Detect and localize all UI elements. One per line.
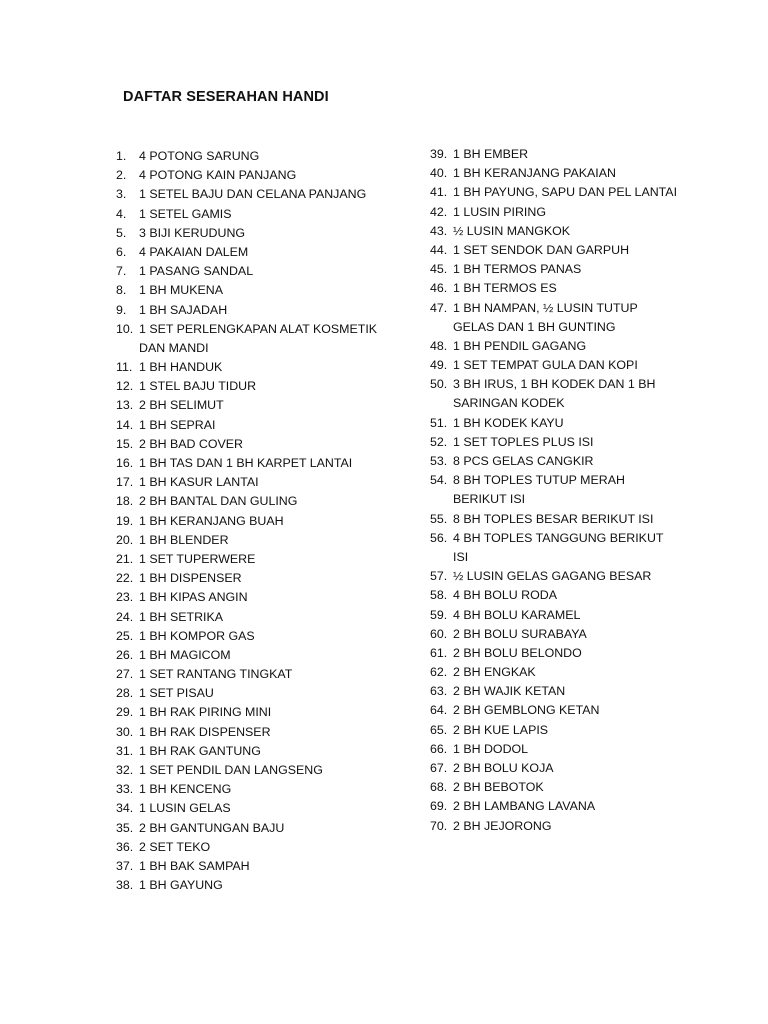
item-number: 13. [116, 398, 134, 413]
item-text: 2 BH BOLU KOJA [453, 761, 554, 775]
item-text: 2 BH LAMBANG LAVANA [453, 799, 596, 814]
item-number: 37. [116, 858, 134, 873]
item-number: 11. [116, 360, 133, 375]
item-list-left-column [116, 147, 406, 895]
item-number: 60. [430, 626, 448, 641]
item-number: 55. [430, 511, 448, 526]
item-number: 36. [116, 839, 134, 854]
item-text: 1 BH SEPRAI [139, 417, 216, 432]
item-text: 2 BH JEJORONG [453, 818, 552, 833]
item-number: 2. [116, 168, 127, 183]
item-number: 6. [116, 244, 127, 259]
item-number: 47. [430, 300, 448, 315]
list-item [116, 857, 406, 876]
item-text: 1 SET PERLENGKAPAN ALAT KOSMETIK DAN MANDI [139, 321, 378, 355]
list-item [430, 145, 680, 164]
item-text: 1 BH KOMPOR GAS [139, 628, 255, 643]
item-number: 66. [430, 741, 448, 756]
item-number: 56. [430, 530, 448, 545]
list-item [430, 797, 680, 816]
list-item [116, 166, 406, 185]
list-item [116, 243, 406, 262]
item-number: 32. [116, 763, 134, 777]
item-number: 43. [430, 223, 448, 238]
list-item [116, 684, 406, 703]
list-item [430, 606, 680, 625]
item-number: 16. [116, 456, 134, 470]
list-item [430, 299, 680, 337]
item-number: 69. [430, 799, 448, 814]
item-text: 4 BH BOLU KARAMEL [453, 607, 581, 622]
item-text: 4 PAKAIAN DALEM [139, 244, 249, 259]
item-number: 40. [430, 166, 448, 181]
item-text: 3 BIJI KERUDUNG [139, 225, 246, 240]
list-item [116, 761, 406, 780]
item-number: 29. [116, 705, 134, 720]
item-text: 1 BH KODEK KAYU [453, 415, 564, 430]
item-text: 1 BH KERANJANG BUAH [139, 513, 284, 528]
item-text: 4 BH BOLU RODA [453, 588, 557, 603]
list-item [116, 838, 406, 857]
list-item [116, 377, 406, 396]
list-item [116, 569, 406, 588]
item-number: 5. [116, 225, 127, 240]
item-text: 1 BH KERANJANG PAKAIAN [453, 166, 616, 181]
item-text: 2 BH ENGKAK [453, 665, 536, 680]
item-number: 15. [116, 436, 134, 451]
item-text: 2 BH KUE LAPIS [453, 722, 549, 737]
list-item [430, 164, 680, 183]
list-item [116, 876, 406, 895]
item-text: 1 SETEL GAMIS [139, 206, 232, 221]
list-item [116, 320, 406, 358]
item-number: 52. [430, 434, 448, 449]
item-text: 1 BH TERMOS ES [453, 281, 557, 296]
item-text: 1 BH BLENDER [139, 532, 229, 547]
item-text: 1 BH MUKENA [139, 283, 223, 298]
item-number: 10. [116, 321, 134, 336]
list-item [430, 759, 680, 778]
item-text: 1 SET RANTANG TINGKAT [139, 667, 293, 682]
item-number: 39. [430, 147, 448, 161]
item-text: 1 BH HANDUK [139, 360, 223, 375]
item-text: 1 PASANG SANDAL [139, 264, 254, 279]
item-text: 1 BH TERMOS PANAS [453, 262, 582, 277]
item-number: 49. [430, 358, 448, 373]
item-number: 59. [430, 607, 448, 622]
item-text: 1 BH RAK PIRING MINI [139, 705, 272, 720]
item-text: 4 POTONG KAIN PANJANG [139, 168, 297, 183]
item-number: 68. [430, 780, 448, 795]
list-item [430, 529, 680, 567]
item-text: 1 LUSIN GELAS [139, 801, 231, 816]
list-item [116, 262, 406, 281]
list-item [430, 375, 680, 413]
item-text: 2 BH GANTUNGAN BAJU [139, 820, 285, 835]
item-number: 31. [116, 743, 134, 758]
item-text: 8 BH TOPLES TUTUP MERAH BERIKUT ISI [453, 473, 625, 507]
list-item [116, 435, 406, 454]
item-number: 61. [430, 645, 448, 660]
item-number: 33. [116, 782, 134, 797]
item-text: 2 BH BEBOTOK [453, 780, 544, 795]
list-item [430, 644, 680, 663]
list-item [116, 799, 406, 818]
list-item [116, 301, 406, 320]
list-item [116, 608, 406, 627]
list-item [116, 723, 406, 742]
item-text: 2 BH SELIMUT [139, 398, 224, 413]
item-text: 8 BH TOPLES BESAR BERIKUT ISI [453, 511, 654, 526]
list-item [116, 627, 406, 646]
list-item [116, 281, 406, 300]
item-text: 4 POTONG SARUNG [139, 149, 260, 163]
item-number: 58. [430, 588, 448, 603]
item-number: 42. [430, 204, 448, 219]
list-item [430, 682, 680, 701]
item-text: 1 SET TEMPAT GULA DAN KOPI [453, 358, 638, 373]
item-number: 64. [430, 703, 448, 718]
list-item [430, 241, 680, 260]
item-number: 25. [116, 628, 134, 643]
list-item [116, 473, 406, 492]
item-text: 2 BH WAJIK KETAN [453, 684, 566, 699]
item-number: 19. [116, 513, 134, 528]
list-item [116, 646, 406, 665]
list-item [430, 663, 680, 682]
item-text: 1 BH DODOL [453, 741, 529, 756]
item-number: 22. [116, 571, 134, 586]
list-item [430, 222, 680, 241]
list-item [430, 356, 680, 375]
list-item [430, 279, 680, 298]
item-number: 53. [430, 454, 448, 468]
list-item [430, 433, 680, 452]
item-text: 1 BH PENDIL GAGANG [453, 338, 587, 353]
item-number: 12. [116, 379, 134, 394]
item-number: 46. [430, 281, 448, 296]
item-text: 1 BH GAYUNG [139, 878, 223, 893]
list-item [430, 701, 680, 720]
list-item [430, 471, 680, 509]
item-text: 1 BH NAMPAN, ½ LUSIN TUTUP GELAS DAN 1 BH GUNTING [453, 300, 638, 334]
item-text: 1 BH TAS DAN 1 BH KARPET LANTAI [139, 456, 353, 470]
list-item [116, 454, 406, 473]
item-number: 63. [430, 684, 448, 699]
list-item [116, 185, 406, 204]
item-number: 70. [430, 818, 448, 833]
list-item [116, 147, 406, 166]
item-number: 48. [430, 338, 448, 353]
list-item [430, 567, 680, 586]
list-item [430, 414, 680, 433]
list-item [430, 260, 680, 279]
item-text: 1 BH MAGICOM [139, 647, 231, 662]
item-text: 2 SET TEKO [139, 839, 211, 854]
item-text: 2 BH BOLU SURABAYA [453, 626, 587, 641]
list-item [430, 778, 680, 797]
item-text: ½ LUSIN GELAS GAGANG BESAR [453, 569, 652, 584]
item-text: 1 STEL BAJU TIDUR [139, 379, 257, 394]
list-item [430, 625, 680, 644]
item-number: 44. [430, 242, 448, 257]
list-item [430, 203, 680, 222]
list-item [430, 183, 680, 202]
list-item [116, 550, 406, 569]
list-item [116, 703, 406, 722]
list-item [116, 492, 406, 511]
item-text: 1 BH DISPENSER [139, 571, 242, 586]
item-number: 23. [116, 590, 134, 605]
item-number: 35. [116, 820, 134, 835]
item-text: 1 BH BAK SAMPAH [139, 858, 250, 873]
list-item [430, 586, 680, 605]
list-item [116, 588, 406, 607]
item-text: 4 BH TOPLES TANGGUNG BERIKUT ISI [453, 530, 664, 564]
item-number: 51. [430, 415, 448, 430]
item-number: 14. [116, 417, 134, 432]
item-text: 1 BH RAK GANTUNG [139, 743, 261, 758]
item-number: 41. [430, 185, 448, 200]
list-item [430, 452, 680, 471]
list-item [116, 665, 406, 684]
item-text: 2 BH BOLU BELONDO [453, 645, 582, 660]
list-item [116, 224, 406, 243]
item-text: 1 SETEL BAJU DAN CELANA PANJANG [139, 187, 367, 202]
item-text: 1 SET PENDIL DAN LANGSENG [139, 763, 323, 777]
list-item [116, 396, 406, 415]
item-text: 8 PCS GELAS CANGKIR [453, 454, 594, 468]
item-number: 65. [430, 722, 448, 737]
list-item [116, 416, 406, 435]
list-item [430, 337, 680, 356]
item-number: 45. [430, 262, 448, 277]
item-number: 20. [116, 532, 134, 547]
item-number: 57. [430, 569, 448, 584]
item-number: 38. [116, 878, 134, 893]
document-title: DAFTAR SESERAHAN HANDI [123, 89, 329, 105]
item-text: ½ LUSIN MANGKOK [453, 223, 571, 238]
item-text: 2 BH BANTAL DAN GULING [139, 494, 298, 509]
item-text: 1 BH KIPAS ANGIN [139, 590, 248, 605]
list-item [116, 205, 406, 224]
list-item [430, 740, 680, 759]
item-number: 24. [116, 609, 134, 624]
item-text: 1 SET TUPERWERE [139, 551, 256, 566]
item-number: 28. [116, 686, 134, 701]
item-number: 7. [116, 264, 127, 279]
item-text: 1 LUSIN PIRING [453, 204, 546, 219]
item-text: 1 SET TOPLES PLUS ISI [453, 434, 594, 449]
item-number: 4. [116, 206, 127, 221]
item-text: 1 SET PISAU [139, 686, 214, 701]
item-number: 62. [430, 665, 448, 680]
item-text: 1 BH SAJADAH [139, 302, 228, 317]
list-item [116, 531, 406, 550]
item-number: 30. [116, 724, 134, 739]
item-number: 67. [430, 761, 448, 775]
item-text: 1 BH SETRIKA [139, 609, 224, 624]
item-text: 1 SET SENDOK DAN GARPUH [453, 242, 630, 257]
item-text: 1 BH KASUR LANTAI [139, 475, 259, 490]
item-number: 17. [116, 475, 134, 490]
list-item [116, 780, 406, 799]
item-list-right-column [430, 145, 680, 836]
item-number: 50. [430, 377, 448, 392]
item-text: 1 BH EMBER [453, 147, 529, 161]
list-item [430, 510, 680, 529]
item-text: 1 BH PAYUNG, SAPU DAN PEL LANTAI [453, 185, 678, 200]
item-text: 1 BH KENCENG [139, 782, 232, 797]
item-number: 54. [430, 473, 448, 488]
item-number: 8. [116, 283, 127, 298]
list-item [116, 742, 406, 761]
item-number: 18. [116, 494, 134, 509]
item-number: 1. [116, 149, 127, 163]
list-item [430, 721, 680, 740]
list-item [116, 819, 406, 838]
item-number: 27. [116, 667, 134, 682]
item-text: 2 BH GEMBLONG KETAN [453, 703, 600, 718]
item-text: 2 BH BAD COVER [139, 436, 243, 451]
item-number: 21. [116, 551, 134, 566]
list-item [116, 512, 406, 531]
item-number: 26. [116, 647, 134, 662]
item-number: 3. [116, 187, 127, 202]
list-item [116, 358, 406, 377]
list-item [430, 817, 680, 836]
item-text: 3 BH IRUS, 1 BH KODEK DAN 1 BH SARINGAN KODEK [453, 377, 656, 411]
item-number: 9. [116, 302, 127, 317]
item-text: 1 BH RAK DISPENSER [139, 724, 271, 739]
item-number: 34. [116, 801, 134, 816]
